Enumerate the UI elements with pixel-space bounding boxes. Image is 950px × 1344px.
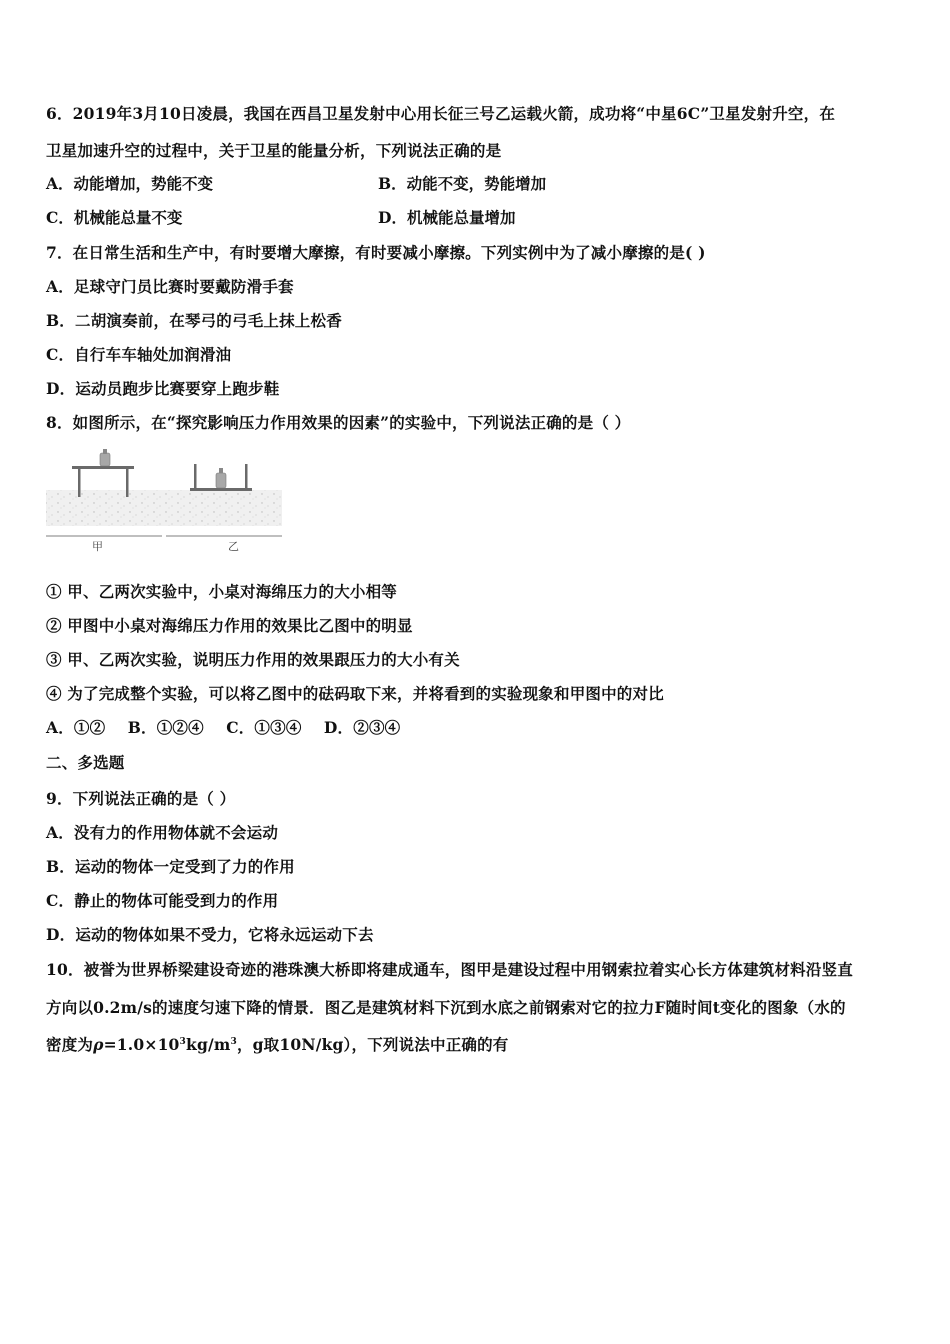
- q6-option-a: A．动能增加，势能不变: [46, 174, 214, 193]
- q9-stem: 9．下列说法正确的是（ ）: [46, 789, 236, 808]
- weight-icon: [216, 473, 226, 488]
- section-title-multi-choice: 二、多选题: [46, 753, 125, 772]
- q6-option-c: C．机械能总量不变: [46, 208, 183, 227]
- setup-yi: [190, 464, 252, 491]
- q6-option-d: D．机械能总量增加: [378, 208, 516, 227]
- q8-statement-1: ① 甲、乙两次实验中，小桌对海绵压力的大小相等: [46, 582, 397, 601]
- q9-option-a: A．没有力的作用物体就不会运动: [46, 823, 279, 842]
- setup-jia: [72, 449, 134, 497]
- q6-stem-line2: 卫星加速升空的过程中，关于卫星的能量分析，下列说法正确的是: [46, 141, 502, 160]
- q7-stem: 7．在日常生活和生产中，有时要增大摩擦，有时要减小摩擦。下列实例中为了减小摩擦的是( ): [46, 243, 706, 262]
- q7-option-c: C．自行车车轴处加润滑油: [46, 345, 232, 364]
- q10-stem-line1: 10．被誉为世界桥梁建设奇迹的港珠澳大桥即将建成通车，图甲是建设过程中用钢索拉着实心长方体建筑材料沿竖直: [46, 960, 853, 979]
- q8-statement-3: ③ 甲、乙两次实验，说明压力作用的效果跟压力的大小有关: [46, 650, 460, 669]
- q10-stem-line2: 方向以0.2m/s的速度匀速下降的情景．图乙是建筑材料下沉到水底之前钢索对它的拉力F随时间t变化的图象（水的: [46, 998, 846, 1017]
- figure-label-jia: 甲: [92, 540, 103, 553]
- q7-option-b: B．二胡演奏前，在琴弓的弓毛上抹上松香: [46, 311, 342, 330]
- q6-option-b: B．动能不变，势能增加: [378, 174, 547, 193]
- rho-symbol: ρ: [93, 1035, 104, 1054]
- q10-stem-line3: 密度为$\rho=1.0\times 10^3kg/m^3$，g取10N/kg），下列说法中正确的有: [46, 1035, 509, 1054]
- q8-answer-options: A．①② B．①②④ C．①③④ D．②③④: [46, 718, 401, 737]
- q8-statement-4: ④ 为了完成整个实验，可以将乙图中的砝码取下来，并将看到的实验现象和甲图中的对比: [46, 684, 664, 703]
- pressure-experiment-figure: [44, 446, 288, 556]
- q9-option-d: D．运动的物体如果不受力，它将永远运动下去: [46, 925, 374, 944]
- q8-stem: 8．如图所示，在“探究影响压力作用效果的因素”的实验中，下列说法正确的是（ ）: [46, 413, 631, 432]
- q7-option-a: A．足球守门员比赛时要戴防滑手套: [46, 277, 294, 296]
- q9-option-c: C．静止的物体可能受到力的作用: [46, 891, 279, 910]
- figure-label-yi: 乙: [228, 540, 239, 553]
- q8-statement-2: ② 甲图中小桌对海绵压力作用的效果比乙图中的明显: [46, 616, 413, 635]
- weight-icon: [100, 453, 110, 466]
- q9-option-b: B．运动的物体一定受到了力的作用: [46, 857, 295, 876]
- q6-stem-line1: 6．2019年3月10日凌晨，我国在西昌卫星发射中心用长征三号乙运载火箭，成功将“中星6C”卫星发射升空，在: [46, 104, 836, 123]
- q7-option-d: D．运动员跑步比赛要穿上跑步鞋: [46, 379, 280, 398]
